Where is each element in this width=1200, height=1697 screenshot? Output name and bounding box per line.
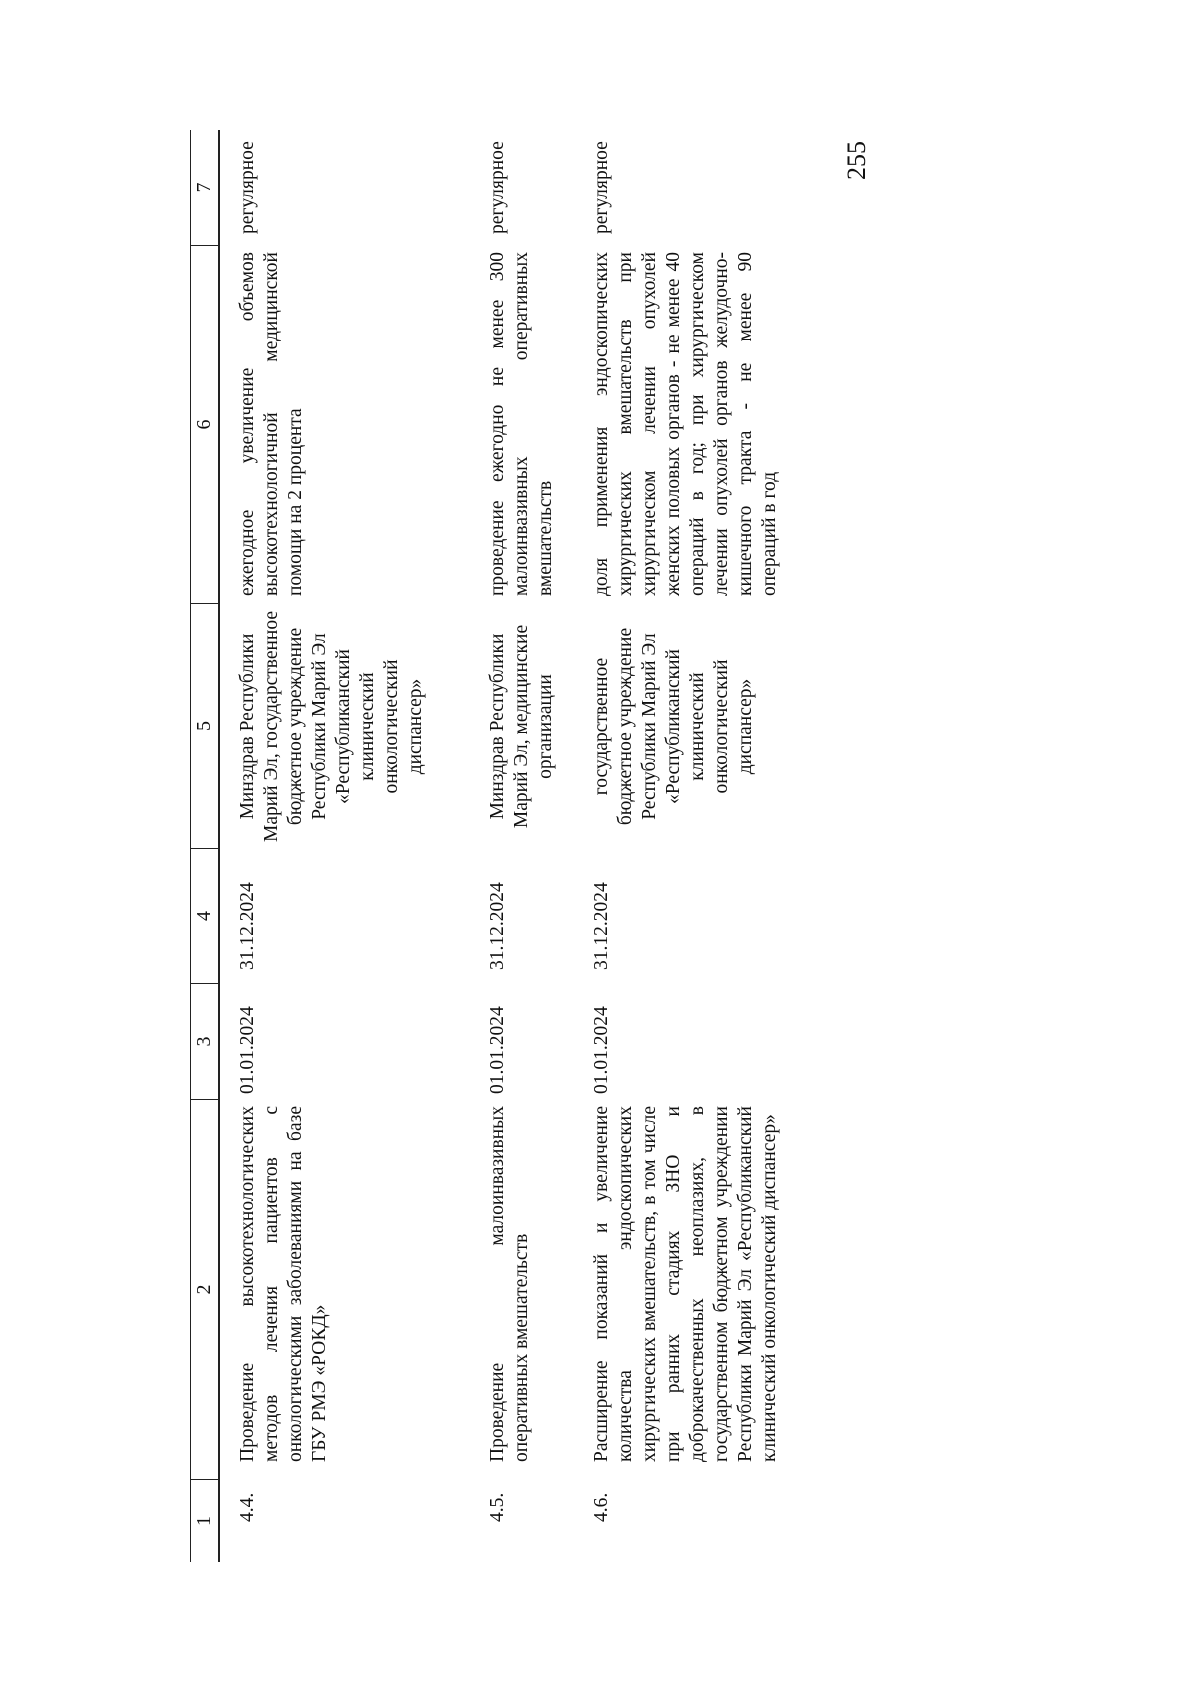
table-header — [190, 130, 220, 1562]
row-number: 4.6. — [591, 1492, 612, 1522]
frequency-cell: регулярное — [487, 141, 508, 234]
event-cell: Расширение показаний и увеличение количества эндоскопических хирургических вмешательств, в том числе при ранних стадиях ЗНО и доброкачественных неоплазиях, в государственном бюджетном учреждении Республики Марий Эл «Республиканский клинический онкологический диспансер» — [591, 1106, 780, 1462]
responsible-cell: государственное бюджетное учреждение Республики Марий Эл «Республиканский клинический онкологический диспансер» — [591, 627, 756, 826]
result-cell: проведение ежегодно не менее 300 малоинвазивных оперативных вмешательств — [487, 252, 556, 596]
start-date: 01.01.2024 — [591, 1006, 612, 1094]
end-date: 31.12.2024 — [591, 882, 612, 970]
start-date: 01.01.2024 — [487, 1006, 508, 1094]
responsible-cell: Минздрав Республики Марий Эл, медицинские организации — [487, 624, 556, 829]
table-row — [486, 130, 558, 1562]
result-cell: ежегодное увеличение объемов высокотехнологичной медицинской помощи на 2 процента — [237, 252, 306, 596]
event-cell: Проведение высокотехнологических методов лечения пациентов с онкологическими заболеваниями на базе ГБУ РМЭ «РОКД» — [237, 1106, 330, 1462]
end-date: 31.12.2024 — [237, 882, 258, 970]
measures-table — [190, 130, 870, 1562]
header-col-5: 5 — [191, 604, 218, 849]
header-col-6: 6 — [191, 246, 218, 604]
event-cell: Проведение малоинвазивных оперативных вмешательств — [487, 1106, 532, 1462]
result-cell: доля применения эндоскопических хирургических вмешательств при хирургическом лечении опухолей женских половых органов - не менее 40 операций в год; при хирургическом лечении опухолей органов желудочно-кишечного тракта - не менее 90 операций в год — [591, 252, 780, 596]
responsible-cell: Минздрав Республики Марий Эл, государственное бюджетное учреждение Республики Марий Эл «Республиканский клинический онкологический диспансер» — [237, 610, 426, 843]
end-date: 31.12.2024 — [487, 882, 508, 970]
start-date: 01.01.2024 — [237, 1006, 258, 1094]
frequency-cell: регулярное — [237, 141, 258, 234]
page-number: 255 — [842, 141, 871, 180]
row-number: 4.4. — [237, 1492, 258, 1522]
table-row — [590, 130, 782, 1562]
frequency-cell: регулярное — [591, 141, 612, 234]
header-col-2: 2 — [191, 1100, 218, 1480]
row-number: 4.5. — [487, 1492, 508, 1522]
table-row — [236, 130, 428, 1562]
header-col-3: 3 — [191, 984, 218, 1100]
header-col-1: 1 — [193, 1516, 215, 1526]
header-col-7: 7 — [191, 130, 218, 246]
header-col-4: 4 — [191, 849, 218, 984]
